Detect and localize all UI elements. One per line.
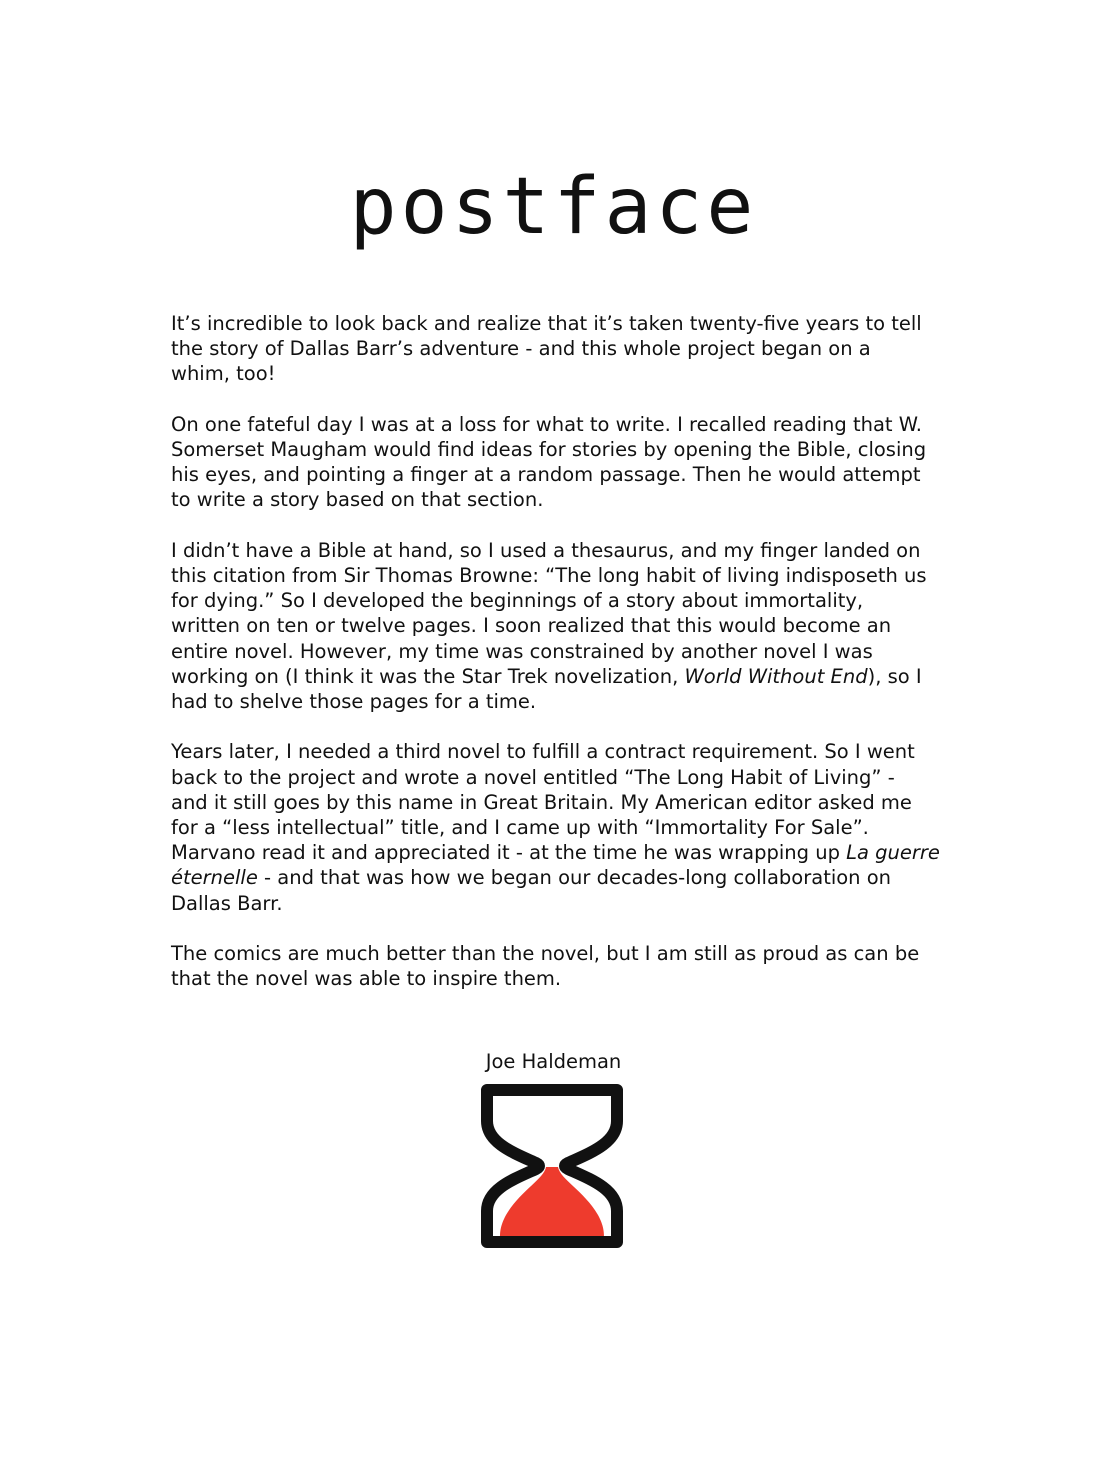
paragraph-2 (171, 412, 946, 513)
paragraph-1 (171, 311, 946, 387)
book-title: World Without End (684, 664, 868, 688)
text-fragment: - and that was how we began our decades-long collaboration on (257, 866, 892, 890)
text-line: whim, too! (171, 362, 276, 386)
postface-body (171, 311, 946, 1017)
text-line (171, 840, 946, 865)
text-line: I didn’t have a Bible at hand, so I used a thesaurus, and my finger landed on (171, 538, 921, 562)
text-line: had to shelve those pages for a time. (171, 690, 537, 714)
text-line: On one fateful day I was at a loss for what to write. I recalled reading that W. (171, 412, 922, 436)
text-line: back to the project and wrote a novel entitled “The Long Habit of Living” - (171, 765, 895, 789)
paragraph-5 (171, 941, 946, 991)
text-line (171, 865, 946, 890)
text-line: to write a story based on that section. (171, 488, 544, 512)
text-line: The comics are much better than the novel, but I am still as proud as can be (171, 942, 920, 966)
text-line: this citation from Sir Thomas Browne: “The long habit of living indisposeth us (171, 564, 927, 587)
text-line: written on ten or twelve pages. I soon realized that this would become an (171, 614, 892, 638)
text-line: the story of Dallas Barr’s adventure - and this whole project began on a (171, 337, 871, 361)
text-line: entire novel. However, my time was constrained by another novel I was (171, 639, 873, 663)
author-signature: Joe Haldeman (485, 1050, 622, 1073)
page-title: postface (349, 162, 758, 252)
text-line: his eyes, and pointing a finger at a random passage. Then he would attempt (171, 463, 921, 487)
paragraph-3 (171, 538, 946, 714)
book-title: La guerre (846, 841, 940, 865)
text-line: and it still goes by this name in Great Britain. My American editor asked me (171, 790, 912, 814)
text-line: It’s incredible to look back and realize that it’s taken twenty-five years to tell (171, 312, 922, 335)
text-fragment: working on (I think it was the Star Trek novelization, (171, 664, 685, 688)
text-line: for a “less intellectual” title, and I came up with “Immortality For Sale”. (171, 816, 869, 840)
paragraph-4 (171, 739, 946, 915)
hourglass-icon (480, 1083, 624, 1249)
text-line: for dying.” So I developed the beginnings of a story about immortality, (171, 589, 864, 613)
text-fragment: Marvano read it and appreciated it - at the time he was wrapping up (171, 841, 847, 865)
text-fragment: ), so I (867, 664, 922, 688)
text-line: Somerset Maugham would find ideas for stories by opening the Bible, closing (171, 438, 927, 461)
book-title: éternelle (171, 866, 258, 890)
text-line (171, 664, 946, 689)
text-line: Dallas Barr. (171, 891, 283, 915)
text-line: that the novel was able to inspire them. (171, 967, 562, 991)
text-line: Years later, I needed a third novel to fulfill a contract requirement. So I went (171, 740, 915, 764)
